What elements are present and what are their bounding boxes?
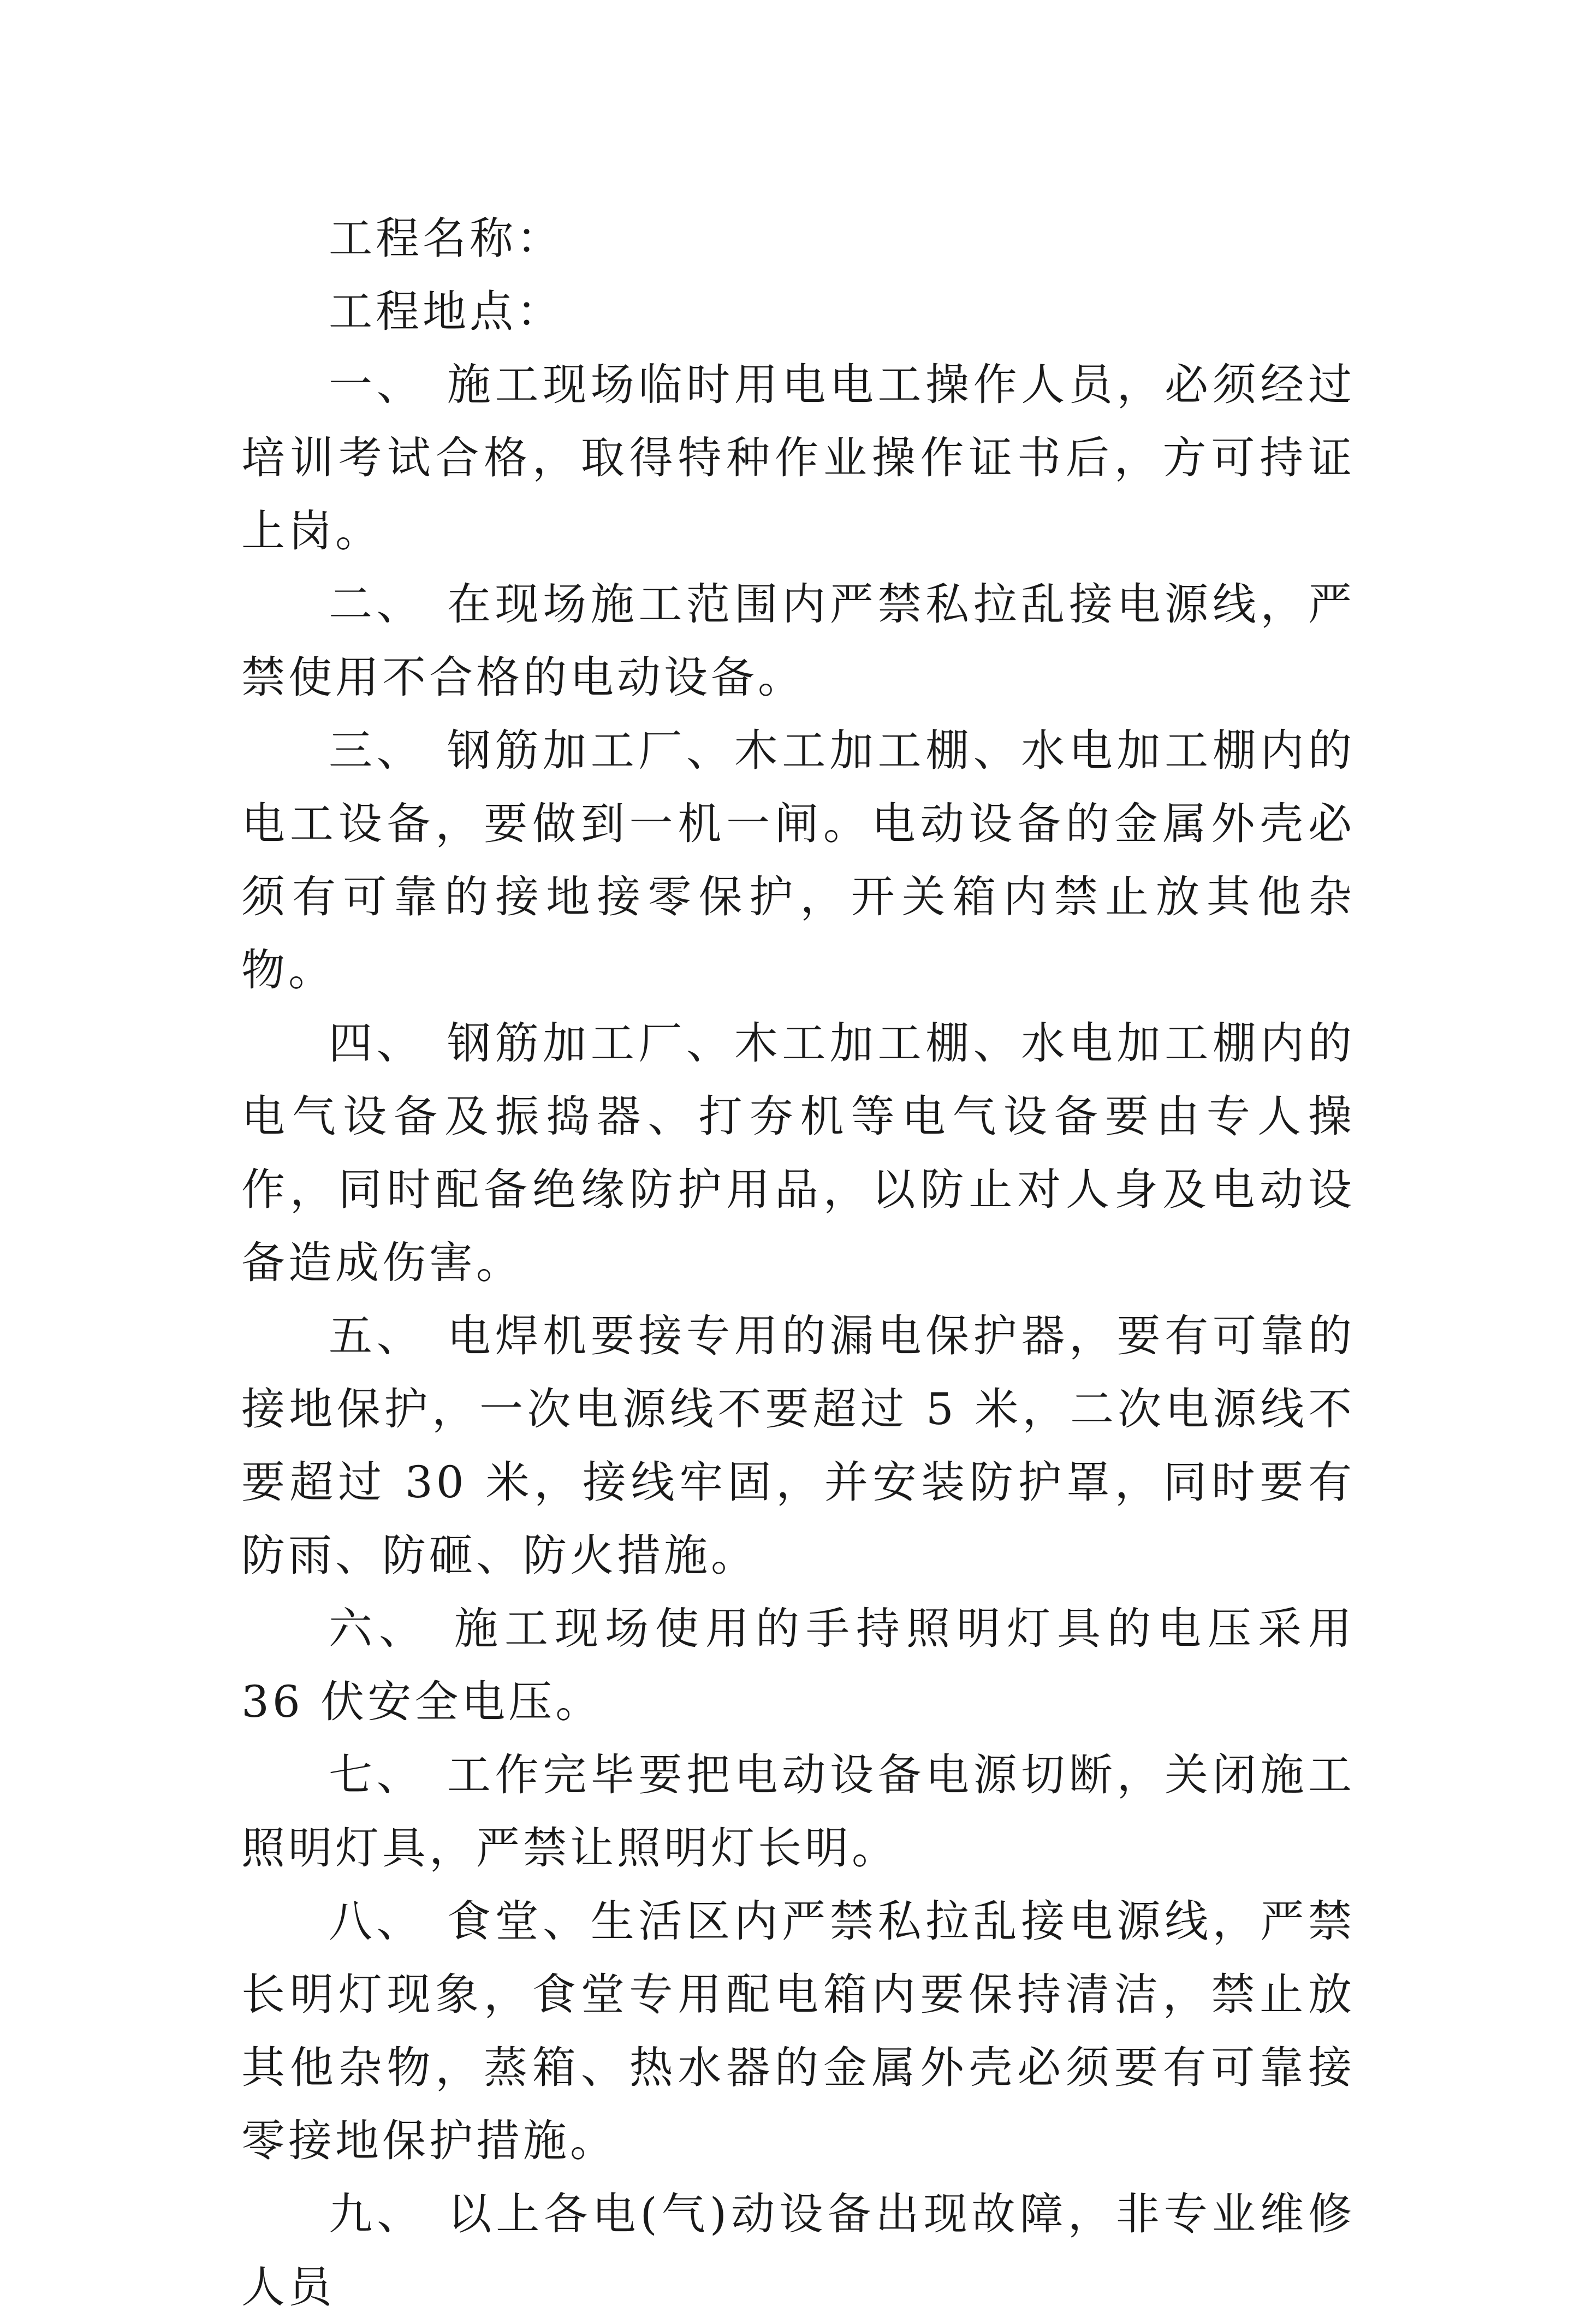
clause-4 — [241, 1007, 1355, 1300]
clause-number: 三、 — [329, 725, 425, 776]
clause-5 — [241, 1300, 1355, 1592]
clause-text: 在现场施工范围内严禁私拉乱接电源线，严禁使用不合格的电动设备。 — [241, 579, 1356, 703]
clause-number: 五、 — [329, 1311, 425, 1361]
clause-number: 六、 — [329, 1603, 429, 1654]
clause-9 — [241, 2178, 1355, 2324]
project-location-label: 工程地点： — [329, 286, 563, 337]
clause-3 — [241, 714, 1355, 1007]
project-location-field — [241, 275, 1355, 348]
clause-text: 施工现场使用的手持照明灯具的电压采用 36 伏安全电压。 — [241, 1603, 1355, 1727]
project-name-label: 工程名称： — [329, 213, 563, 264]
clause-1 — [241, 348, 1355, 568]
clause-text: 施工现场临时用电电工操作人员，必须经过培训考试合格，取得特种作业操作证书后，方可持证上岗。 — [241, 359, 1356, 556]
clause-number: 七、 — [329, 1750, 425, 1800]
clause-text: 钢筋加工厂、木工加工棚、水电加工棚内的电气设备及振捣器、打夯机等电气设备要由专人操作，同时配备绝缘防护用品，以防止对人身及电动设备造成伤害。 — [241, 1018, 1356, 1288]
clause-number: 四、 — [329, 1018, 425, 1069]
clause-number: 八、 — [329, 1896, 425, 1947]
clause-text: 工作完毕要把电动设备电源切断，关闭施工照明灯具，严禁让照明灯长明。 — [241, 1750, 1356, 1874]
project-name-field — [241, 202, 1355, 275]
clause-8 — [241, 1885, 1355, 2178]
clause-text: 电焊机要接专用的漏电保护器，要有可靠的接地保护，一次电源线不要超过 5 米，二次电源线不要超过 30 米，接线牢固，并安装防护罩，同时要有防雨、防砸、防火措施。 — [241, 1311, 1356, 1581]
clause-text: 以上各电(气)动设备出现故障，非专业维修人员 — [241, 2189, 1356, 2313]
clause-text: 食堂、生活区内严禁私拉乱接电源线，严禁长明灯现象，食堂专用配电箱内要保持清洁，禁止放其他杂物，蒸箱、热水器的金属外壳必须要有可靠接零接地保护措施。 — [241, 1896, 1356, 2166]
clause-2 — [241, 568, 1355, 714]
clause-7 — [241, 1739, 1355, 1885]
clause-text: 钢筋加工厂、木工加工棚、水电加工棚内的电工设备，要做到一机一闸。电动设备的金属外壳必须有可靠的接地接零保护，开关箱内禁止放其他杂物。 — [241, 725, 1356, 995]
clause-6 — [241, 1592, 1355, 1739]
document-body — [241, 202, 1355, 2324]
clause-number: 二、 — [329, 579, 425, 630]
clause-number: 九、 — [329, 2189, 425, 2239]
clause-number: 一、 — [329, 359, 425, 410]
